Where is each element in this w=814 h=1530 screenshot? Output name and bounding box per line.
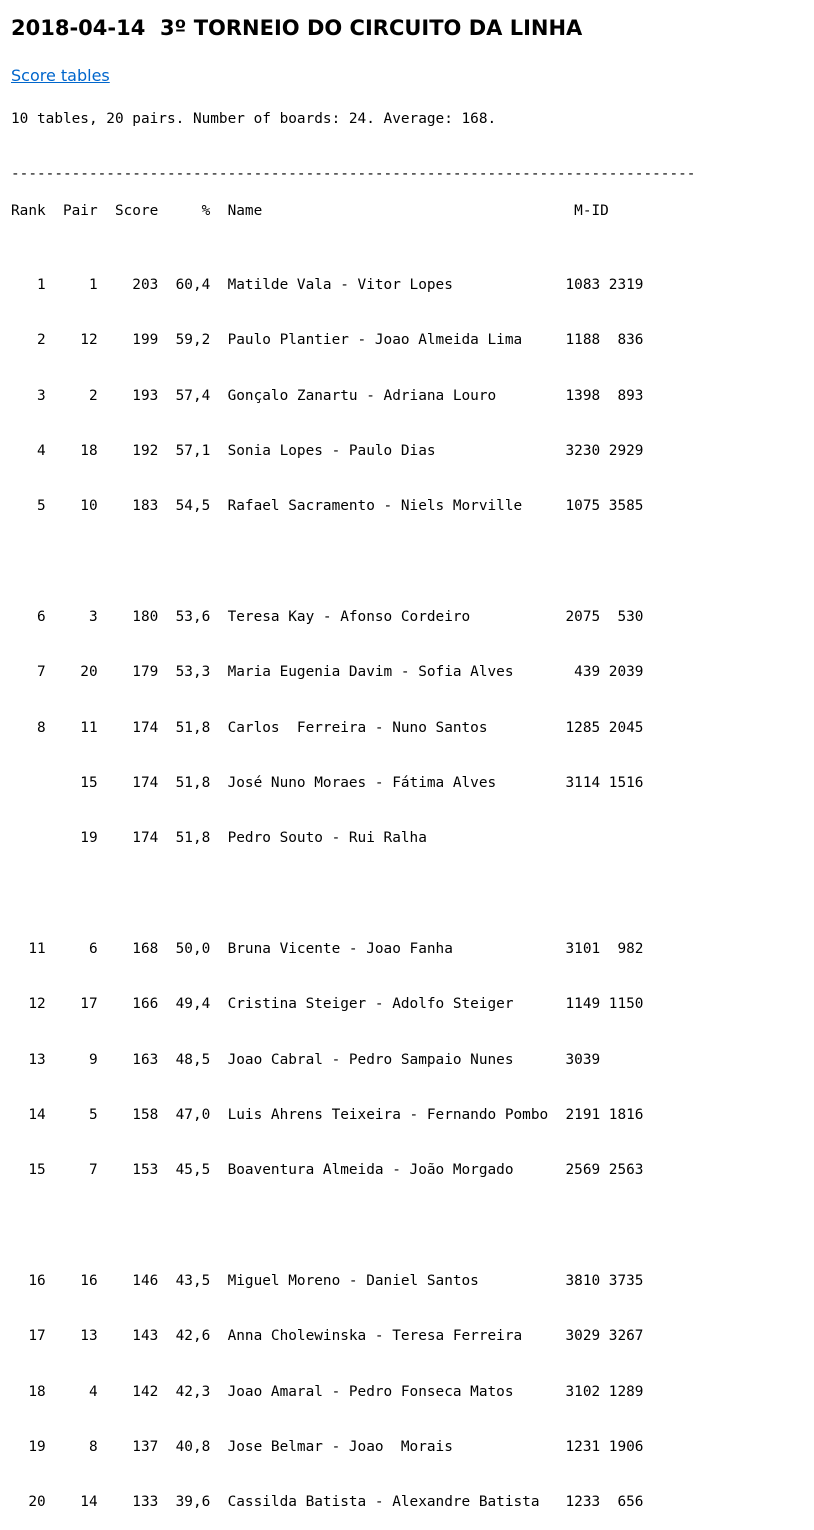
result-row: 20 14 133 39,6 Cassilda Batista - Alexandre Batista 1233 656 (11, 1494, 644, 1511)
results-header: Rank Pair Score % Name M-ID (11, 203, 609, 219)
group-gap (11, 553, 643, 571)
result-row: 2 12 199 59,2 Paulo Plantier - Joao Almeida Lima 1188 836 (11, 332, 644, 349)
result-row: 13 9 163 48,5 Joao Cabral - Pedro Sampaio Nunes 3039 (11, 1051, 601, 1068)
result-row: 3 2 193 57,4 Gonçalo Zanartu - Adriana Louro 1398 893 (11, 387, 644, 404)
result-row: 14 5 158 47,0 Luis Ahrens Teixeira - Fernando Pombo 2191 1816 (11, 1107, 644, 1124)
result-row: 8 11 174 51,8 Carlos Ferreira - Nuno Santos 1285 2045 (11, 719, 644, 736)
result-row: 12 17 166 49,4 Cristina Steiger - Adolfo Steiger 1149 1150 (11, 996, 644, 1013)
result-row: 6 3 180 53,6 Teresa Kay - Afonso Cordeiro 2075 530 (11, 608, 644, 625)
result-row: 4 18 192 57,1 Sonia Lopes - Paulo Dias 3230 2929 (11, 442, 644, 459)
result-row: 18 4 142 42,3 Joao Amaral - Pedro Fonseca Matos 3102 1289 (11, 1383, 644, 1400)
result-row: 7 20 179 53,3 Maria Eugenia Davim - Sofia Alves 439 2039 (11, 664, 644, 681)
result-row: 5 10 183 54,5 Rafael Sacramento - Niels Morville 1075 3585 (11, 498, 644, 515)
result-row: 17 13 143 42,6 Anna Cholewinska - Teresa Ferreira 3029 3267 (11, 1328, 644, 1345)
result-row: 15 7 153 45,5 Boaventura Almeida - João Morgado 2569 2563 (11, 1162, 644, 1179)
result-row: 15 174 51,8 José Nuno Moraes - Fátima Alves 3114 1516 (11, 775, 644, 791)
result-row: 19 174 51,8 Pedro Souto - Rui Ralha (11, 830, 427, 847)
result-row: 11 6 168 50,0 Bruna Vicente - Joao Fanha 3101 982 (11, 941, 644, 958)
result-row: 19 8 137 40,8 Jose Belmar - Joao Morais 1231 1906 (11, 1439, 644, 1456)
score-tables-link[interactable]: Score tables (11, 66, 110, 85)
page-title: 2018-04-14 3º TORNEIO DO CIRCUITO DA LINHA (11, 16, 583, 40)
results-table (11, 239, 643, 1530)
separator-rule: ------------------------------------------------------------------------------- (11, 166, 696, 182)
group-gap (11, 1217, 643, 1235)
result-row: 1 1 203 60,4 Matilde Vala - Vitor Lopes 1083 2319 (11, 276, 644, 293)
tournament-summary: 10 tables, 20 pairs. Number of boards: 24. Average: 168. (11, 111, 497, 127)
result-row: 16 16 146 43,5 Miguel Moreno - Daniel Santos 3810 3735 (11, 1273, 644, 1290)
group-gap (11, 885, 643, 903)
